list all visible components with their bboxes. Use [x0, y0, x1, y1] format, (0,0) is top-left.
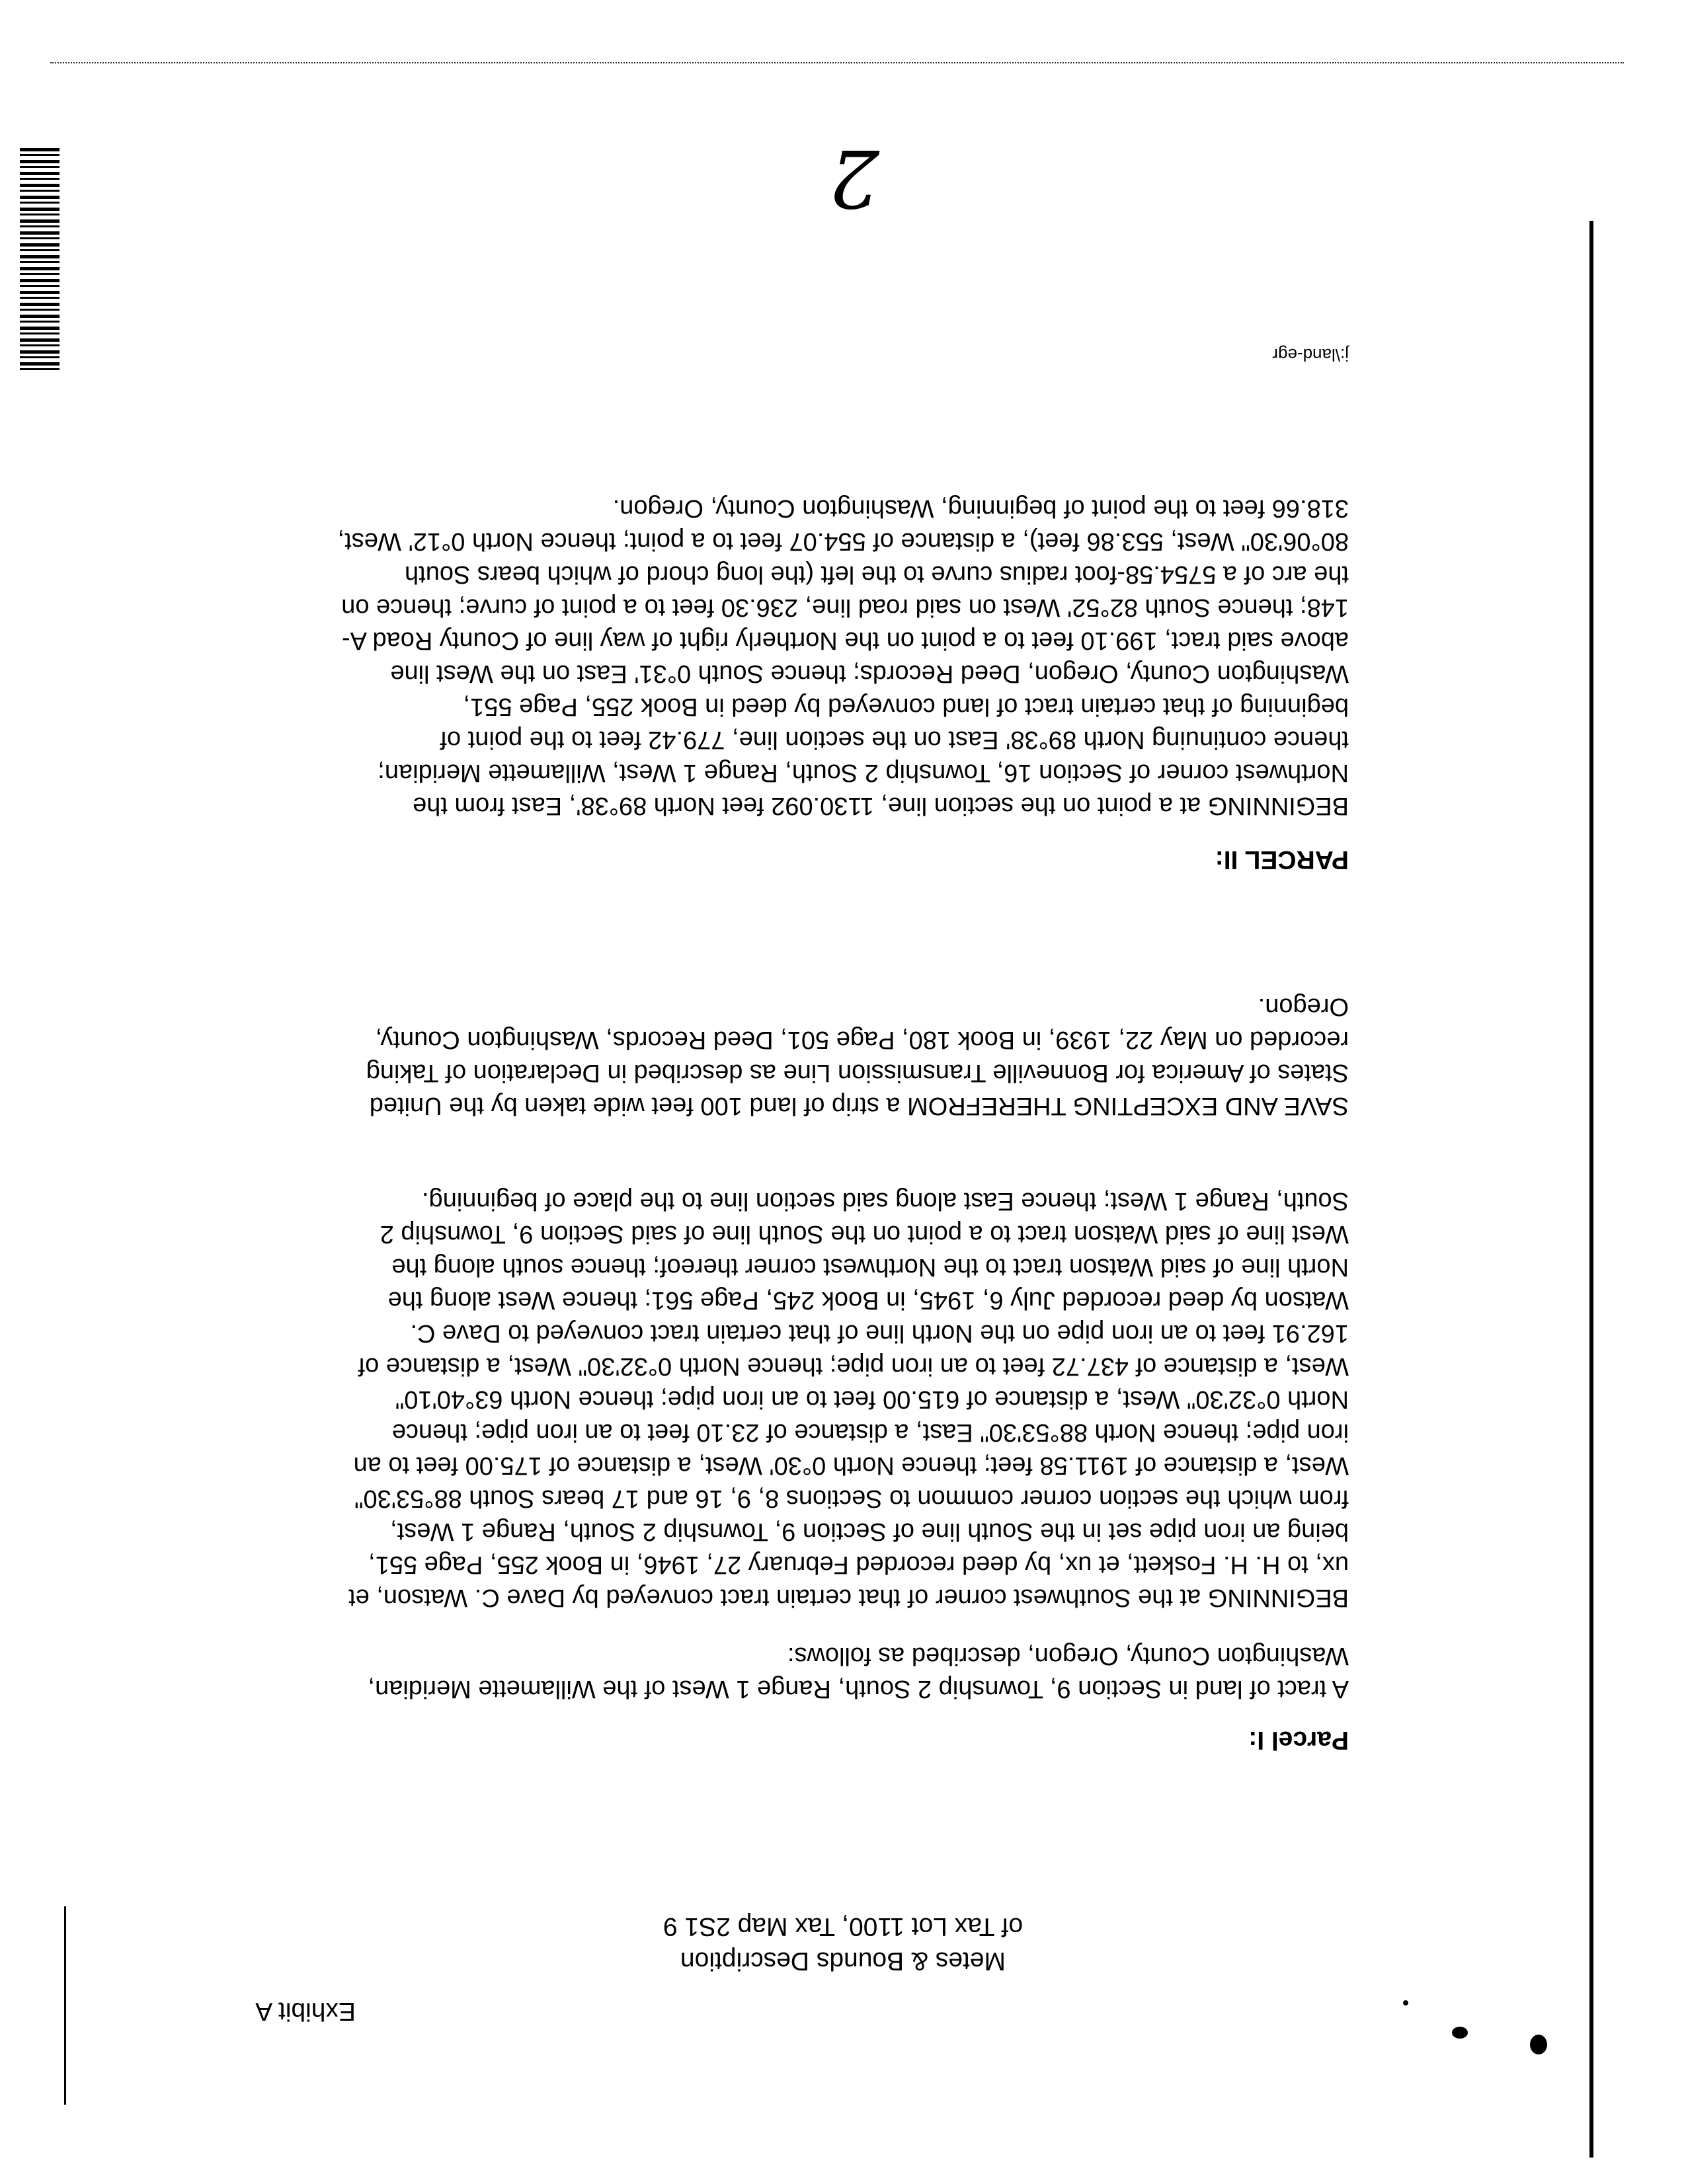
- parcel-2-beginning-paragraph: BEGINNING at a point on the section line, 1130.092 feet North 89°38', East from the Northwest corner of Section 16, Township 2 South, Range 1 West, Willamette Meridian; thence continuing North 89°38' East on the section line, 779.42 feet to the point of beginning of that certain tract of land conveyed by deed in Book 255, Page 551, Washington County, Oregon, Deed Records; thence South 0°31' East on the West line above said tract, 199.10 feet to a point on the Northerly right of way line of County Road A-148; thence South 82°52' West on said road line, 236.30 feet to a point of curve; thence on the arc of a 5754.58-foot radius curve to the left (the long chord of which bears South 80°06'30" West, 553.86 feet), a distance of 554.07 feet to a point; thence North 0°12' West, 318.66 feet to the point of beginning, Washington County, Oregon.: [337, 494, 1349, 820]
- page-left-edge-rule: [1589, 221, 1593, 2158]
- title-line-2: of Tax Lot 1100, Tax Map 2S1 9: [662, 1912, 1024, 1941]
- barcode-image: [20, 148, 60, 373]
- parcel-1-intro: A tract of land in Section 9, Township 2 South, Range 1 West of the Willamette Meridian, Washington County, Oregon, described as follows:: [368, 1642, 1349, 1703]
- title-line-1: Metes & Bounds Description: [680, 1947, 1006, 1975]
- parcel-1-beginning-paragraph: BEGINNING at the Southwest corner of that certain tract conveyed by Dave C. Watson, et ux, to H. H. Foskett, et ux, by deed recorded February 27, 1946, in Book 255, Page 551, being an iron pipe set in the South line of Section 9, Township 2 South, Range 1 West, from which the section corner common to Sections 8, 9, 16 and 17 bears South 88°53'30" West, a distance of 1911.58 feet; thence North 0°30' West, a distance of 175.00 feet to an iron pipe; thence North 88°53'30" East, a distance of 23.10 feet to an iron pipe; thence North 0°32'30" West, a distance of 615.00 feet to an iron pipe; thence North 63°40'10" West, a distance of 437.72 feet to an iron pipe; thence North 0°32'30" West, a distance of 162.91 feet to an iron pipe on the North line of that certain tract conveyed to Dave C. Watson by deed recorded July 6, 1945, in Book 245, Page 561; thence West along the North line of said Watson tract to the Northwest corner thereof; thence south along the West line of said Watson tract to a point on the South line of said Section 9, Township 2 South, Range 1 West; thence East along said section line to the place of beginning.: [348, 1187, 1349, 1612]
- scan-speck: [1403, 2000, 1408, 2006]
- exhibit-label: Exhibit A: [255, 1997, 356, 2025]
- handwritten-page-number: 2: [828, 132, 879, 223]
- scan-speck: [1530, 2035, 1547, 2054]
- file-reference: j:\land-egr: [1272, 345, 1349, 365]
- parcel-2-heading: PARCEL II:: [1215, 845, 1349, 874]
- parcel-1-exception-paragraph: SAVE AND EXCEPTING THEREFROM a strip of land 100 feet wide taken by the United States of America for Bonneville Transmission Line as described in Declaration of Taking recorded on May 22, 1939, in Book 180, Page 501, Deed Records, Washington County, Oregon.: [366, 993, 1349, 1120]
- page-bottom-rule: [50, 62, 1624, 63]
- parcel-1-heading: Parcel I:: [1248, 1726, 1349, 1754]
- document-title: [0, 1909, 1686, 1978]
- scan-speck: [1452, 2027, 1468, 2039]
